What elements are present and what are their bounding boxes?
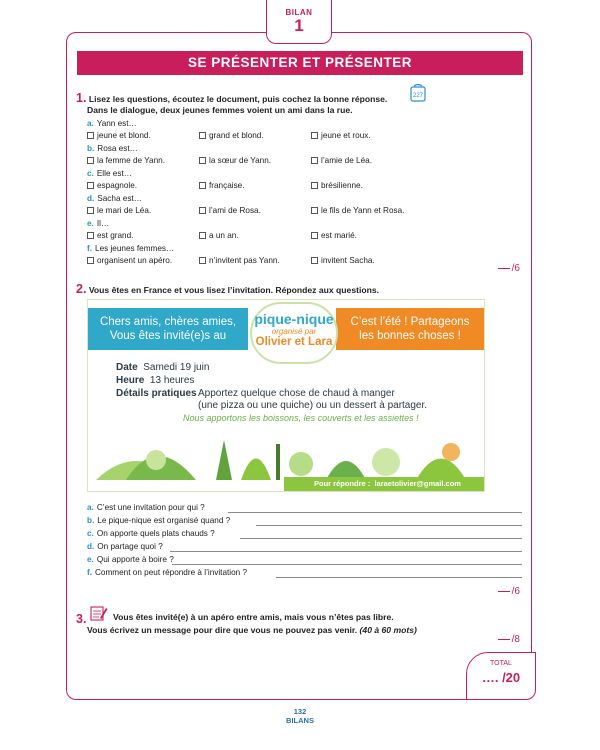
- q1-f-option-2[interactable]: n’invitent pas Yann.: [199, 255, 280, 266]
- invitation-greeting: Chers amis, chères amies, Vous êtes invité(e)s au: [88, 308, 248, 350]
- checkbox[interactable]: [311, 157, 318, 164]
- tab-label: BILAN: [285, 8, 313, 17]
- checkbox[interactable]: [311, 182, 318, 189]
- invitation-slogan: C’est l’été ! Partageons les bonnes choses !: [336, 308, 484, 350]
- total-value: …. /20: [481, 670, 521, 685]
- answer-line-a[interactable]: [228, 512, 522, 513]
- q1-d-option-3[interactable]: le fils de Yann et Rosa.: [311, 205, 404, 216]
- q1-d-option-1[interactable]: le mari de Léa.: [87, 205, 151, 216]
- invitation-card: [87, 299, 485, 492]
- q2-instruction: 2. Vous êtes en France et vous lisez l’invitation. Répondez aux questions.: [76, 282, 380, 296]
- checkbox[interactable]: [311, 232, 318, 239]
- checkbox[interactable]: [87, 232, 94, 239]
- invitation-bring-note: Nous apportons les boissons, les couverts et les assiettes !: [183, 413, 419, 423]
- reply-email[interactable]: laraetolivier@gmail.com: [374, 479, 461, 488]
- q1-a-option-3[interactable]: jeune et roux.: [311, 130, 371, 141]
- total-score-box: [466, 652, 536, 700]
- q1-number: 1.: [76, 91, 87, 105]
- track-number: 227: [412, 93, 424, 99]
- invitation-details-line1: Apportez quelque chose de chaud à manger: [198, 388, 395, 399]
- q1-d-option-2[interactable]: l’ami de Rosa.: [199, 205, 261, 216]
- q1-a-option-1[interactable]: jeune et blond.: [87, 130, 151, 141]
- q1-question-a: a. Yann est…: [87, 119, 137, 128]
- invitation-time: Heure 13 heures: [116, 375, 195, 386]
- q2-question-b: b. Le pique-nique est organisé quand ?: [87, 516, 231, 525]
- checkbox[interactable]: [311, 257, 318, 264]
- q1-question-b: b. Rosa est…: [87, 144, 138, 153]
- invitation-date: Date Samedi 19 juin: [116, 362, 210, 373]
- q3-score: /8: [498, 634, 520, 645]
- q2-number: 2.: [76, 282, 87, 296]
- q1-question-e: e. Il…: [87, 219, 110, 228]
- q1-b-option-1[interactable]: la femme de Yann.: [87, 155, 165, 166]
- checkbox[interactable]: [199, 157, 206, 164]
- q1-e-option-2[interactable]: a un an.: [199, 230, 239, 241]
- q2-question-f: f. Comment on peut répondre à l’invitation ?: [87, 568, 248, 577]
- q3-instruction-line1: Vous êtes invité(e) à un apéro entre amis, mais vous n’êtes pas libre.: [113, 612, 394, 622]
- q1-c-option-1[interactable]: espagnole.: [87, 180, 137, 191]
- total-label: TOTAL: [490, 660, 512, 667]
- q1-question-d: d. Sacha est…: [87, 194, 142, 203]
- writing-icon: [90, 604, 106, 620]
- checkbox[interactable]: [87, 132, 94, 139]
- picnic-badge: pique-nique organisé par Olivier et Lara: [250, 302, 338, 364]
- vegetables-illustration: [96, 422, 476, 480]
- tab-number: 1: [294, 16, 304, 35]
- reply-band: Pour répondre : laraetolivier@gmail.com: [284, 477, 484, 491]
- page-title: SE PRÉSENTER ET PRÉSENTER: [77, 51, 523, 75]
- q1-c-option-2[interactable]: française.: [199, 180, 245, 191]
- q1-question-c: c. Elle est…: [87, 169, 132, 178]
- invitation-details-line2: (une pizza ou une quiche) ou un dessert à partager.: [198, 400, 428, 411]
- audio-track-icon[interactable]: [410, 84, 426, 100]
- q2-question-e: e. Qui apporte à boire ?: [87, 555, 174, 564]
- invitation-details-label: Détails pratiques: [116, 388, 197, 399]
- checkbox[interactable]: [311, 207, 318, 214]
- q1-e-option-1[interactable]: est grand.: [87, 230, 133, 241]
- q2-question-a: a. C’est une invitation pour qui ?: [87, 503, 205, 512]
- checkbox[interactable]: [199, 257, 206, 264]
- q1-a-option-2[interactable]: grand et blond.: [199, 130, 264, 141]
- checkbox[interactable]: [199, 132, 206, 139]
- q1-f-option-1[interactable]: organisent un apéro.: [87, 255, 172, 266]
- q1-question-f: f. Les jeunes femmes…: [87, 244, 175, 253]
- answer-line-f[interactable]: [276, 577, 522, 578]
- q1-score: /6: [498, 263, 520, 274]
- checkbox[interactable]: [87, 257, 94, 264]
- q3-word-count: (40 à 60 mots): [359, 625, 417, 635]
- checkbox[interactable]: [87, 207, 94, 214]
- q2-score: /6: [498, 586, 520, 597]
- checkbox[interactable]: [87, 182, 94, 189]
- answer-line-b[interactable]: [256, 525, 522, 526]
- q3-instruction-line2: Vous écrivez un message pour dire que vous ne pouvez pas venir. (40 à 60 mots): [87, 625, 417, 635]
- answer-line-d[interactable]: [170, 551, 522, 552]
- answer-line-c[interactable]: [240, 538, 522, 539]
- checkbox[interactable]: [87, 157, 94, 164]
- checkbox[interactable]: [199, 232, 206, 239]
- answer-line-e[interactable]: [172, 564, 522, 565]
- page-number: 132: [293, 707, 307, 716]
- q1-b-option-3[interactable]: l’amie de Léa.: [311, 155, 372, 166]
- bilan-tab: [266, 0, 332, 44]
- q1-b-option-2[interactable]: la sœur de Yann.: [199, 155, 271, 166]
- q2-question-d: d. On partage quoi ?: [87, 542, 163, 551]
- q1-e-option-3[interactable]: est marié.: [311, 230, 357, 241]
- q1-instruction: 1. Lisez les questions, écoutez le document, puis cochez la bonne réponse. Dans le dialogue, deux jeunes femmes voient un ami dans la rue.: [76, 91, 388, 115]
- checkbox[interactable]: [311, 132, 318, 139]
- q2-question-c: c. On apporte quels plats chauds ?: [87, 529, 215, 538]
- checkbox[interactable]: [199, 182, 206, 189]
- footer-section: BILANS: [286, 716, 314, 725]
- q1-f-option-3[interactable]: invitent Sacha.: [311, 255, 375, 266]
- checkbox[interactable]: [199, 207, 206, 214]
- q3-number: 3.: [76, 612, 87, 626]
- q1-c-option-3[interactable]: brésilienne.: [311, 180, 363, 191]
